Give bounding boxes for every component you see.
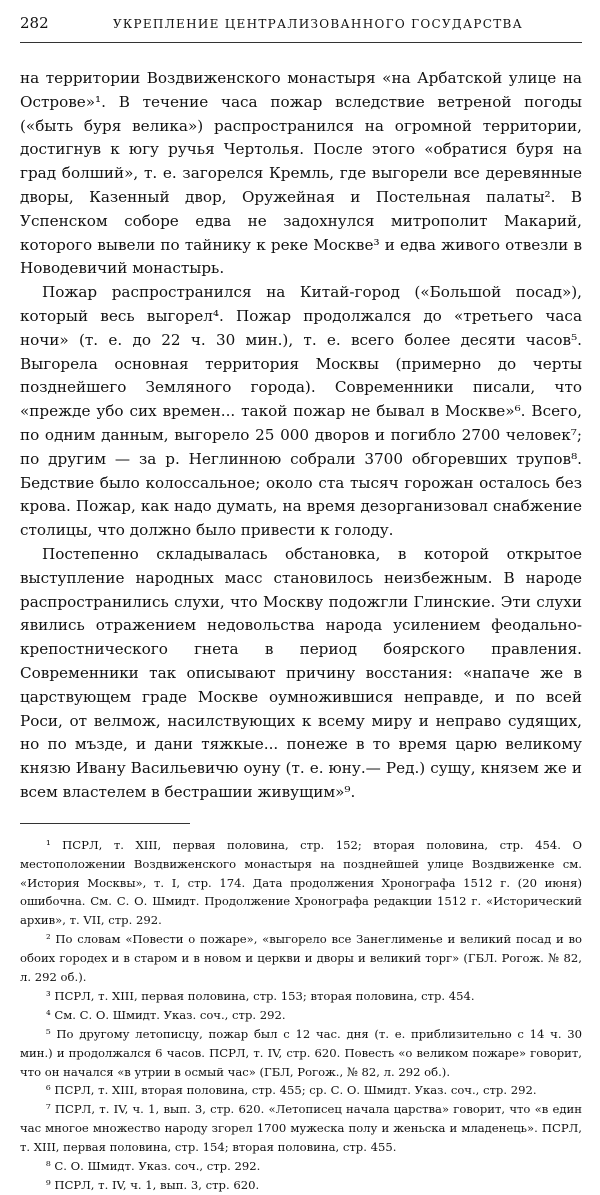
footnote: ⁵ По другому летописцу, пожар был с 12 час. дня (т. е. приблизительно с 14 ч. 30 мин.) и продолжался 6 часов. ПСРЛ, т. IV, стр. 620. Повесть «о великом пожаре» говорит, что он начался «в утрии в осмый час» (ГБЛ, Рогож., № 82, л. 292 об.). [20,1026,582,1079]
paragraph: Пожар распространился на Китай-город («Большой посад»), который весь выгорел⁴. Пожар продолжался до «третьего часа ночи» (т. е. до 22 ч. 30 мин.), т. е. всего более десяти часов⁵. Выгорела основная территория Москвы (примерно до черты позднейшего Земляного города). Современники писали, что «прежде убо сих времен... такой пожар не бывал в Москве»⁶. Всего, по одним данным, выгорело 25 000 дворов и погибло 2700 человек⁷; по другим — за р. Неглинною собрали 3700 обгоревших трупов⁸. Бедствие было колоссальное; около ста тысяч горожан осталось без крова. Пожар, как надо думать, на время дезорганизовал снабжение столицы, что должно было привести к голоду. [20,283,582,540]
footnote: ⁸ С. О. Шмидт. Указ. соч., стр. 292. [46,1159,261,1174]
footnote: ³ ПСРЛ, т. XIII, первая половина, стр. 153; вторая половина, стр. 454. [46,988,475,1003]
running-head: УКРЕПЛЕНИЕ ЦЕНТРАЛИЗОВАННОГО ГОСУДАРСТВА [112,17,524,31]
footnote-divider [20,823,190,824]
main-text [20,67,582,805]
footnote: ⁷ ПСРЛ, т. IV, ч. 1, вып. 3, стр. 620. «Летописец начала царства» говорит, что «в един час многое множество народу згорел 1700 мужеска полу и женьска и младенець». ПСРЛ, т. XIII, первая половина, стр. 154; вторая половина, стр. 455. [20,1102,582,1155]
footnote: ⁹ ПСРЛ, т. IV, ч. 1, вып. 3, стр. 620. [46,1178,260,1193]
footnote: ¹ ПСРЛ, т. XIII, первая половина, стр. 152; вторая половина, стр. 454. О местоположении Воздвиженского монастыря на позднейшей улице Воздвиженке см. «История Москвы», т. I, стр. 174. Дата продолжения Хронографа 1512 г. (20 июня) ошибочна. См. С. О. Шмидт. Продолжение Хронографа редакции 1512 г. «Исторический архив», т. VII, стр. 292. [20,837,582,928]
page-header [20,14,582,43]
page-number: 282 [20,14,49,32]
footnotes [20,836,582,1195]
footnote: ⁴ См. С. О. Шмидт. Указ. соч., стр. 292. [46,1007,286,1022]
paragraph: Постепенно складывалась обстановка, в которой открытое выступление народных масс становилось неизбежным. В народе распространились слухи, что Москву подожгли Глинские. Эти слухи явились отражением недовольства народа усилением феодально-крепостнического гнета в период боярского правления. Современники так описывают причину восстания: «напаче же в царствующем граде Москве оумножившися неправде, и по всей Роси, от велмож, насилствующих к всему миру и неправо судящих, но по мъзде, и дани тяжкые... понеже в то время царю великому князю Ивану Васильевичю оуну (т. е. юну.— Ред.) сущу, князем же и всем властелем в бестрашии живущим»⁹. [20,544,582,801]
footnote: ⁶ ПСРЛ, т. XIII, вторая половина, стр. 455; ср. С. О. Шмидт. Указ. соч., стр. 292. [46,1083,537,1098]
paragraph: на территории Воздвиженского монастыря «на Арбатской улице на Острове»¹. В течение часа пожар вследствие ветреной погоды («быть буря велика») распространился на огромной территории, достигнув к югу ручья Чертолья. После этого «обратися буря на град болший», т. е. загорелся Кремль, где выгорели все деревянные дворы, Казенный двор, Оружейная и Постельная палаты². В Успенском соборе едва не задохнулся митрополит Макарий, которого вывели по тайнику к реке Москве³ и едва живого отвезли в Новодевичий монастырь. [20,69,582,278]
footnote: ² По словам «Повести о пожаре», «выгорело все Занеглименье и великий посад и во обоих городех и в старом и в новом и церкви и дворы и великий торг» (ГБЛ. Рогож. № 82, л. 292 об.). [20,932,582,985]
